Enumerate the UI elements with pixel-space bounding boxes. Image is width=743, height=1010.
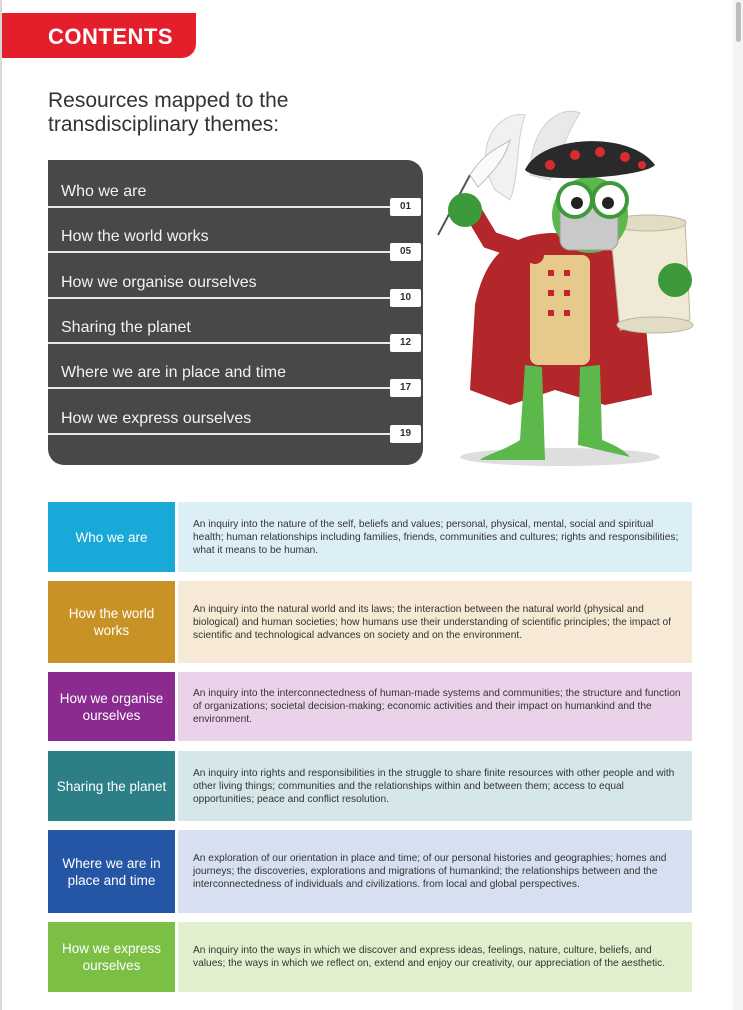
theme-description: An inquiry into the natural world and its laws; the interaction between the natural world (physical and biological) and human societies; how humans use their understanding of scientific principles; the impact of scientific and technological advances on society and on the environment. bbox=[178, 581, 692, 663]
intro-line-2: transdisciplinary themes: bbox=[48, 113, 280, 136]
toc-page-number: 05 bbox=[390, 243, 421, 261]
toc-item-label: How the world works bbox=[61, 228, 209, 245]
contents-banner: CONTENTS bbox=[2, 13, 196, 58]
theme-description: An inquiry into the ways in which we discover and express ideas, feelings, nature, culture, beliefs, and values; the ways in which we reflect on, extend and enjoy our creativity, our appreciation of the aesthetic. bbox=[178, 922, 692, 992]
theme-name: How the world works bbox=[48, 581, 175, 663]
theme-name: Who we are bbox=[48, 502, 175, 572]
toc-item-label: Where we are in place and time bbox=[61, 364, 286, 381]
theme-row-how-we-express-ourselves bbox=[48, 922, 692, 992]
scrollbar-thumb[interactable] bbox=[736, 2, 741, 42]
intro-heading bbox=[48, 89, 378, 137]
toc-item-who-we-are[interactable] bbox=[48, 160, 412, 212]
theme-name: Where we are in place and time bbox=[48, 830, 175, 913]
toc-item-label: How we organise ourselves bbox=[61, 274, 257, 291]
robot-mascot-icon bbox=[430, 105, 705, 470]
toc-item-label: Sharing the planet bbox=[61, 319, 191, 336]
theme-description: An exploration of our orientation in place and time; of our personal histories and geographies; homes and journeys; the discoveries, explorations and migrations of humankind; the relationships between and the interconnectedness of individuals and civilizations. from local and global perspectives. bbox=[178, 830, 692, 913]
theme-name: Sharing the planet bbox=[48, 751, 175, 821]
theme-name: How we express ourselves bbox=[48, 922, 175, 992]
theme-row-how-the-world-works bbox=[48, 581, 692, 663]
table-of-contents bbox=[48, 160, 423, 465]
theme-row-sharing-the-planet bbox=[48, 751, 692, 821]
theme-description: An inquiry into rights and responsibilities in the struggle to share finite resources with other people and with other living things; communities and the relationships within and between them; access to equal opportunities; peace and conflict resolution. bbox=[178, 751, 692, 821]
toc-page-number: 01 bbox=[390, 198, 421, 216]
theme-description: An inquiry into the nature of the self, beliefs and values; personal, physical, mental, social and spiritual health; human relationships including families, friends, communities and cultures; rights and responsibilities; what it means to be human. bbox=[178, 502, 692, 572]
theme-name: How we organise ourselves bbox=[48, 672, 175, 741]
toc-page-number: 19 bbox=[390, 425, 421, 443]
theme-row-who-we-are bbox=[48, 502, 692, 572]
theme-row-where-we-are-in-place-and-time bbox=[48, 830, 692, 913]
toc-item-label: How we express ourselves bbox=[61, 410, 252, 427]
theme-row-how-we-organise-ourselves bbox=[48, 672, 692, 741]
page-edge bbox=[0, 0, 2, 1010]
scrollbar[interactable] bbox=[733, 0, 743, 1010]
toc-item-label: Who we are bbox=[61, 183, 147, 200]
theme-description: An inquiry into the interconnectedness of human-made systems and communities; the structure and function of organizations; societal decision-making; economic activities and their impact on humankind and the environment. bbox=[178, 672, 692, 741]
toc-page-number: 12 bbox=[390, 334, 421, 352]
toc-page-number: 10 bbox=[390, 289, 421, 307]
intro-line-1: Resources mapped to the bbox=[48, 89, 289, 112]
toc-page-number: 17 bbox=[390, 379, 421, 397]
